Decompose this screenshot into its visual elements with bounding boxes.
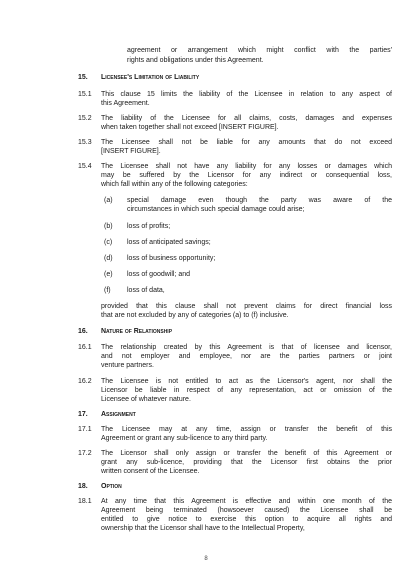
- section-number: 15.: [78, 74, 88, 81]
- category-label: (b): [104, 223, 113, 230]
- clause-line: entitled to give notice to exercise this option to acquire all rights and: [101, 516, 392, 523]
- category-text: loss of data,: [127, 287, 165, 294]
- clause-line: ownership that the Licensor shall have to the Intellectual Property,: [101, 525, 305, 532]
- category-text: loss of profits;: [127, 223, 171, 230]
- section-title: Licensee's Limitation of Liability: [101, 74, 200, 81]
- clause-line: The Licensee shall not have any liability for any losses or damages which: [101, 163, 392, 170]
- clause-line: this Agreement.: [101, 100, 150, 107]
- clause-line: The relationship created by this Agreement is that of licensee and licensor,: [101, 344, 392, 351]
- category-text: loss of business opportunity;: [127, 255, 216, 262]
- clause-line: This clause 15 limits the liability of the Licensee in relation to any aspect of: [101, 91, 392, 98]
- clause-number: 15.3: [78, 139, 92, 146]
- category-text: special damage even though the party was aware of the: [127, 197, 392, 204]
- category-text: loss of anticipated savings;: [127, 239, 211, 246]
- category-label: (e): [104, 271, 113, 278]
- clause-line: may be suffered by the Licensor for any indirect or consequential loss,: [101, 172, 392, 179]
- clause-line: and not employer and employee, nor are the parties partners or joint: [101, 353, 392, 360]
- clause-line: Agreement being terminated (howsoever caused) the Licensee shall be: [101, 507, 392, 514]
- clause-line: Licensor be liable in respect of any representation, act or omission of the: [101, 387, 392, 394]
- clause-number: 15.4: [78, 163, 92, 170]
- clause-number: 17.2: [78, 450, 92, 457]
- clause-line: The Licensee may at any time, assign or transfer the benefit of this: [101, 426, 392, 433]
- clause-line: which fall within any of the following categories:: [101, 181, 248, 188]
- clause-number: 18.1: [78, 498, 92, 505]
- category-label: (a): [104, 197, 113, 204]
- clause-number: 17.1: [78, 426, 92, 433]
- top-para-line: rights and obligations under this Agreement.: [127, 57, 264, 64]
- category-label: (d): [104, 255, 113, 262]
- section-title: Assignment: [101, 411, 136, 418]
- section-number: 16.: [78, 328, 88, 335]
- category-text: loss of goodwill; and: [127, 271, 191, 278]
- top-para-line: agreement or arrangement which might conflict with the parties': [127, 47, 392, 54]
- clause-line: Licensee of whatever nature.: [101, 396, 191, 403]
- clause-line: At any time that this Agreement is effective and within one month of the: [101, 498, 392, 505]
- section-number: 17.: [78, 411, 88, 418]
- category-text: circumstances in which such special damage could arise;: [127, 206, 305, 213]
- clause-line: The Licensee is not entitled to act as the Licensor's agent, nor shall the: [101, 378, 392, 385]
- category-label: (f): [104, 287, 111, 294]
- category-label: (c): [104, 239, 113, 246]
- proviso-line: provided that this clause shall not prevent claims for direct financial loss: [101, 303, 392, 310]
- section-number: 18.: [78, 483, 88, 490]
- clause-line: when taken together shall not exceed [INSERT FIGURE].: [101, 124, 279, 131]
- clause-line: grant any sub-licence, providing that the Licensor first obtains the prior: [101, 459, 392, 466]
- proviso-line: that are not excluded by any of categories (a) to (f) inclusive.: [101, 312, 289, 319]
- clause-number: 16.1: [78, 344, 92, 351]
- section-title: Option: [101, 483, 122, 490]
- clause-line: The Licensee shall not be liable for any amounts that do not exceed: [101, 139, 392, 146]
- clause-line: written consent of the Licensee.: [101, 468, 200, 475]
- clause-number: 15.2: [78, 115, 92, 122]
- clause-number: 16.2: [78, 378, 92, 385]
- clause-number: 15.1: [78, 91, 92, 98]
- clause-line: Agreement or grant any sub-licence to any third party.: [101, 435, 268, 442]
- section-title: Nature of Relationship: [101, 328, 173, 335]
- clause-line: venture partners.: [101, 362, 154, 369]
- clause-line: The Licensor shall only assign or transfer the benefit of this Agreement or: [101, 450, 392, 457]
- clause-line: [INSERT FIGURE].: [101, 148, 161, 155]
- page-number: 8: [204, 556, 208, 562]
- clause-line: The liability of the Licensee for all claims, costs, damages and expenses: [101, 115, 392, 122]
